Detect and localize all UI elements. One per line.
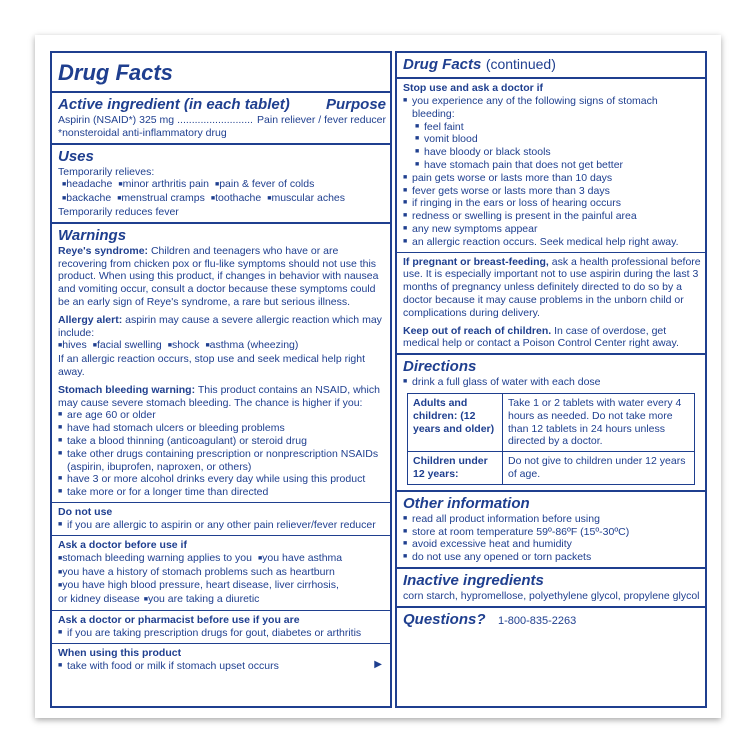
phone-number: 1-800-835-2263 [497,614,577,627]
use-item: ■ toothache [211,192,261,206]
uses-intro: Temporarily relieves: [58,165,155,178]
drug-facts-label [35,35,721,718]
allergy-paragraph [58,314,386,340]
list-item: ■ have had stomach ulcers or bleeding problems [58,422,386,435]
allergy-text: aspirin may cause a severe allergic reaction which may include: [58,313,382,339]
table-cell: Children under 12 years: [408,452,503,485]
inactive-ingredients-text: corn starch, hypromellose, polyethylene glycol, propylene glycol [403,589,700,602]
list-item: ■ if you are allergic to aspirin or any other pain reliever/fever reducer [58,519,386,532]
allergy-outro: If an allergic reaction occurs, stop use and seek medical help right away. [58,353,365,378]
right-panel [395,51,707,708]
active-ingredient-heading: Active ingredient (in each tablet) [58,96,290,113]
stomach-paragraph [58,384,386,410]
allergy-item: ■ hives [58,339,87,353]
use-item: ■ pain & fever of colds [215,178,314,192]
use-item: ■ minor arthritis pain [118,178,209,192]
ingredient-line [58,114,386,127]
other-information-section [397,490,705,567]
uses-outro: Temporarily reduces fever [58,205,179,218]
ask-doctor-text: or kidney disease [58,593,140,606]
ask-doctor-line-2 [58,566,386,580]
allergy-item: ■ shock [168,339,200,353]
table-cell: Do not give to children under 12 years of age. [503,452,695,485]
list-item: ■ redness or swelling is present in the painful area [403,210,701,223]
list-item: ■ have bloody or black stools [415,146,701,159]
ingredient-footnote: *nonsteroidal anti-inflammatory drug [58,126,227,139]
list-item: ■ take more or for a longer time than directed [58,486,386,499]
uses-row-2 [58,192,386,206]
page-title: Drug Facts [58,60,173,85]
list-item: ■ are age 60 or older [58,409,386,422]
use-item: ■ muscular aches [267,192,345,206]
continued-suffix: (continued) [485,56,556,72]
ask-doctor-item: ■ you have high blood pressure, heart disease, liver cirrhosis, [58,579,339,593]
directions-section [397,353,705,490]
ingredient-dots: .......................... [177,114,253,126]
continued-title: Drug Facts [403,56,482,73]
ingredient-name: Aspirin (NSAID*) 325 mg [58,114,175,126]
active-ingredient-section [52,91,390,143]
warnings-section [52,222,390,502]
ask-doctor-line-1 [58,552,386,566]
list-item: ■ avoid excessive heat and humidity [403,538,701,551]
stomach-label: Stomach bleeding warning: [58,383,196,396]
reyes-paragraph [58,245,386,309]
list-item: ■ take a blood thinning (anticoagulant) or steroid drug [58,435,386,448]
ask-doctor-item: ■ you have asthma [258,552,342,566]
purpose-heading: Purpose [325,96,386,113]
questions-heading: Questions? [403,610,486,628]
allergy-item: ■ asthma (wheezing) [205,339,298,353]
pregnancy-label: If pregnant or breast-feeding, [403,255,549,268]
list-item: ■ feel faint [415,121,701,134]
list-item: ■ vomit blood [415,133,701,146]
use-item: ■ backache [62,192,111,206]
list-item: ■ take with food or milk if stomach upset occurs [58,660,386,673]
do-not-use-heading: Do not use [58,505,113,518]
reyes-text: Children and teenagers who have or are recovering from chicken pox or flu-like symptoms should not use this product. When using this product, if changes in behavior with nausea and vomiting occur, consult a doctor because these symptoms could be an early sign of Reye's syndrome, a rare but serious illness. [58,244,379,308]
uses-section [52,143,390,222]
list-item: ■ take other drugs containing prescription or nonprescription NSAIDs (aspirin, ibuprofen, naproxen, or others) [58,448,386,474]
ask-doctor-section [52,535,390,610]
stomach-list [58,409,386,499]
keep-out-text: In case of overdose, get medical help or contact a Poison Control Center right away. [403,324,679,350]
list-item: ■ if you are taking prescription drugs for gout, diabetes or arthritis [58,627,386,640]
allergy-item: ■ facial swelling [93,339,162,353]
ask-pharmacist-heading: Ask a doctor or pharmacist before use if you are [58,613,300,626]
table-row [408,452,695,485]
allergy-items [58,339,386,353]
list-item: ■ store at room temperature 59º-86ºF (15º-30ºC) [403,526,701,539]
inactive-ingredients-section [397,567,705,606]
when-using-section [52,643,390,676]
table-cell: Take 1 or 2 tablets with water every 4 hours as needed. Do not take more than 12 tablets in 24 hours unless directed by a doctor. [503,393,695,451]
ask-doctor-line-4 [58,593,386,607]
stomach-text: This product contains an NSAID, which may cause severe stomach bleeding. The chance is higher if you: [58,383,380,409]
list-item: ■ have stomach pain that does not get better [415,159,701,172]
pregnancy-section [397,252,705,354]
keep-out-paragraph [403,325,701,351]
uses-row-1 [58,178,386,192]
ask-doctor-item: ■ you have a history of stomach problems such as heartburn [58,566,335,580]
ask-doctor-item: ■ stomach bleeding warning applies to you [58,552,252,566]
list-item: ■ you experience any of the following signs of stomach bleeding: [403,95,701,121]
list-item: ■ fever gets worse or lasts more than 3 days [403,185,701,198]
allergy-label: Allergy alert: [58,313,123,326]
list-item: ■ drink a full glass of water with each dose [403,376,701,389]
title-section [52,53,390,91]
ask-pharmacist-section [52,610,390,643]
list-item: ■ an allergic reaction occurs. Seek medical help right away. [403,236,701,249]
inactive-ingredients-heading: Inactive ingredients [403,571,544,589]
ask-doctor-item: ■ you are taking a diuretic [144,593,260,607]
list-item: ■ have 3 or more alcohol drinks every day while using this product [58,473,386,486]
left-panel [50,51,392,708]
other-information-heading: Other information [403,494,530,512]
ask-doctor-heading: Ask a doctor before use if [58,538,187,551]
active-ingredient-header [58,96,386,114]
directions-heading: Directions [403,358,477,376]
uses-heading: Uses [58,147,94,165]
keep-out-label: Keep out of reach of children. [403,324,552,337]
list-item: ■ if ringing in the ears or loss of hearing occurs [403,197,701,210]
pregnancy-text: ask a health professional before use. It is especially important not to use aspirin during the last 3 months of pregnancy unless definitely directed to do so by a doctor because it may cause problems in the unborn child or complications during delivery. [403,255,701,319]
continued-title-section [397,53,705,77]
table-cell: Adults and children: (12 years and older) [408,393,503,451]
list-item: ■ any new symptoms appear [403,223,701,236]
table-row [408,393,695,451]
continue-arrow-icon: ▶ [374,658,382,670]
warnings-heading: Warnings [58,226,127,244]
directions-table [407,393,695,485]
list-item: ■ read all product information before using [403,513,701,526]
do-not-use-section [52,502,390,535]
list-item: ■ do not use any opened or torn packets [403,551,701,564]
use-item: ■ headache [62,178,112,192]
questions-section [397,606,705,632]
ask-doctor-line-3 [58,579,386,593]
when-using-heading: When using this product [58,646,182,659]
use-item: ■ menstrual cramps [117,192,205,206]
pregnancy-paragraph [403,256,701,320]
ingredient-purpose: Pain reliever / fever reducer [257,114,386,126]
list-item: ■ pain gets worse or lasts more than 10 days [403,172,701,185]
reyes-label: Reye's syndrome: [58,244,149,257]
stop-use-heading: Stop use and ask a doctor if [403,82,544,94]
stop-use-section [397,77,705,252]
